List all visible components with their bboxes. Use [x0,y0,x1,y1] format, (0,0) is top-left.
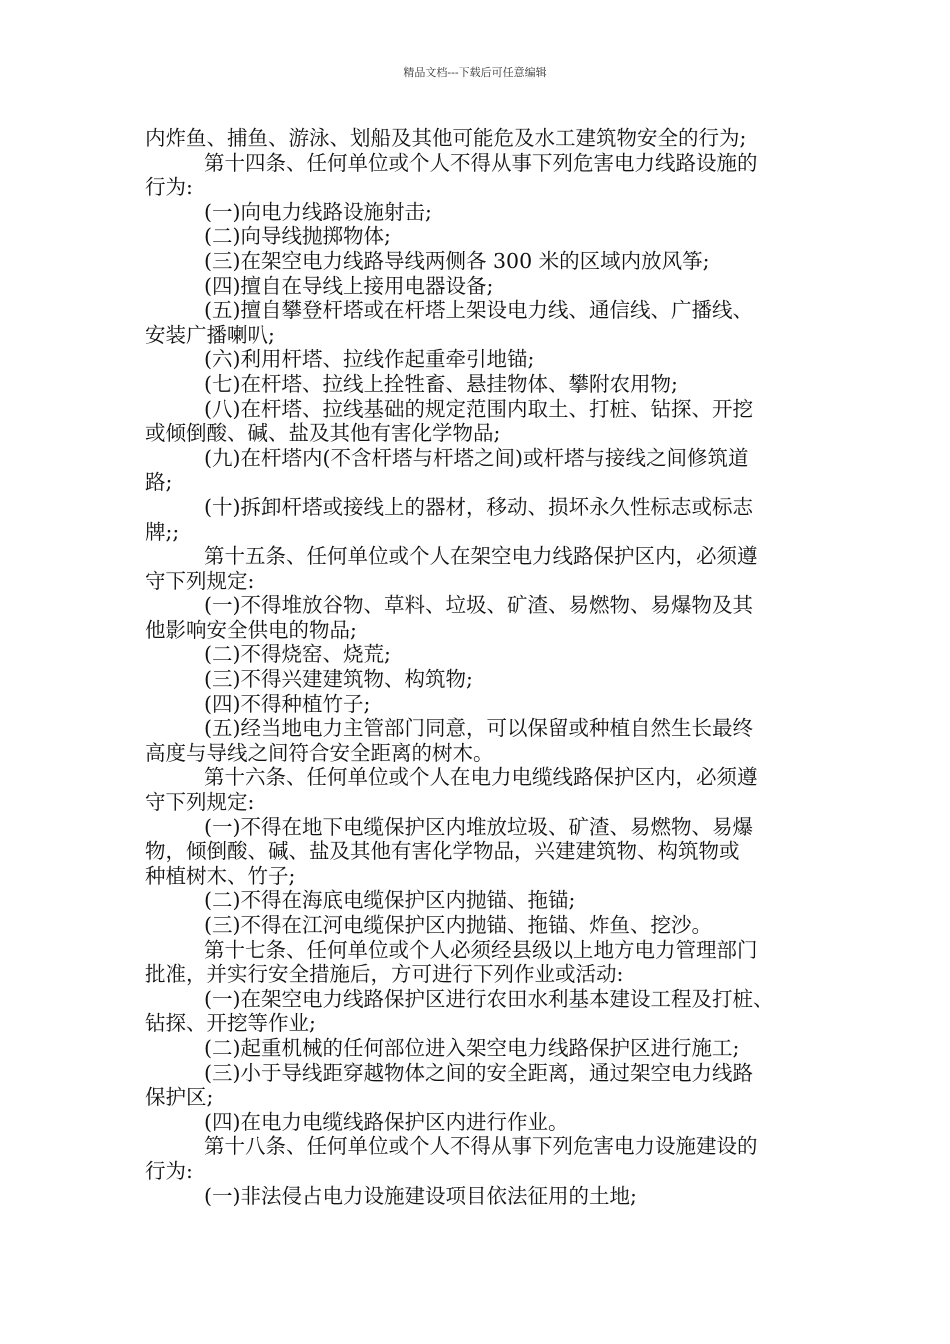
document-body [145,126,825,1208]
text-line: (三)在架空电力线路导线两侧各 300 米的区域内放风筝; [204,248,710,273]
text-line: (一)不得在地下电缆保护区内堆放垃圾、矿渣、易燃物、易爆 [204,814,753,839]
text-line: 守下列规定: [145,568,255,593]
text-line: 牌;; [145,519,180,544]
text-line: 他影响安全供电的物品; [145,617,357,642]
text-line: (一)向电力线路设施射击; [204,199,432,224]
text-line: (一)在架空电力线路保护区进行农田水利基本建设工程及打桩、 [204,986,774,1011]
text-line: 或倾倒酸、碱、盐及其他有害化学物品; [145,421,501,446]
text-line: 第十四条、任何单位或个人不得从事下列危害电力线路设施的 [204,150,758,175]
text-line: 路; [145,470,173,495]
text-line: 种植树木、竹子; [145,863,296,888]
text-line: (二)不得烧窑、烧荒; [204,642,391,667]
text-line: (五)经当地电力主管部门同意，可以保留或种植自然生长最终 [204,716,753,741]
text-line: 第十七条、任何单位或个人必须经县级以上地方电力管理部门 [204,937,758,962]
text-line: (七)在杆塔、拉线上拴牲畜、悬挂物体、攀附农用物; [204,371,678,396]
text-line: 保护区; [145,1085,214,1110]
text-line: (八)在杆塔、拉线基础的规定范围内取土、打桩、钻探、开挖 [204,396,753,421]
page-header: 精品文档---下载后可任意编辑 [403,66,547,79]
text-line: (五)擅自攀登杆塔或在杆塔上架设电力线、通信线、广播线、 [204,298,753,323]
text-line: 行为: [145,1158,193,1183]
text-line: (四)擅自在导线上接用电器设备; [204,273,494,298]
text-line: (六)利用杆塔、拉线作起重牵引地锚; [204,347,535,372]
text-line: 钻探、开挖等作业; [145,1011,316,1036]
text-line: (四)在电力电缆线路保护区内进行作业。 [204,1109,569,1134]
text-line: (三)不得在江河电缆保护区内抛锚、拖锚、炸鱼、挖沙。 [204,913,712,937]
text-line: (九)在杆塔内(不含杆塔与杆塔之间)或杆塔与接线之间修筑道 [204,445,749,470]
text-line: 内炸鱼、捕鱼、游泳、划船及其他可能危及水工建筑物安全的行为; [145,126,747,150]
text-line: 物，倾倒酸、碱、盐及其他有害化学物品，兴建建筑物、构筑物或 [145,839,740,864]
text-line: 第十八条、任何单位或个人不得从事下列危害电力设施建设的 [204,1134,758,1159]
text-line: 高度与导线之间符合安全距离的树木。 [145,740,494,765]
text-line: (二)不得在海底电缆保护区内抛锚、拖锚; [204,888,576,913]
text-line: (四)不得种植竹子; [204,691,371,716]
text-line: (十)拆卸杆塔或接线上的器材，移动、损坏永久性标志或标志 [204,494,753,519]
text-line: 批准，并实行安全措施后，方可进行下列作业或活动: [145,962,624,987]
text-line: (一)非法侵占电力设施建设项目依法征用的土地; [204,1183,637,1208]
text-line: 行为: [145,175,193,200]
text-line: (二)起重机械的任何部位进入架空电力线路保护区进行施工; [204,1035,740,1060]
text-line: (二)向导线抛掷物体; [204,224,391,249]
text-line: (一)不得堆放谷物、草料、垃圾、矿渣、易燃物、易爆物及其 [204,593,753,618]
text-line: 守下列规定: [145,790,255,815]
text-line: 第十六条、任何单位或个人在电力电缆线路保护区内，必须遵 [204,765,758,790]
text-line: 第十五条、任何单位或个人在架空电力线路保护区内，必须遵 [204,544,758,569]
text-line: (三)不得兴建建筑物、构筑物; [204,667,473,692]
text-line: (三)小于导线距穿越物体之间的安全距离，通过架空电力线路 [204,1060,753,1085]
text-line: 安装广播喇叭; [145,322,275,347]
